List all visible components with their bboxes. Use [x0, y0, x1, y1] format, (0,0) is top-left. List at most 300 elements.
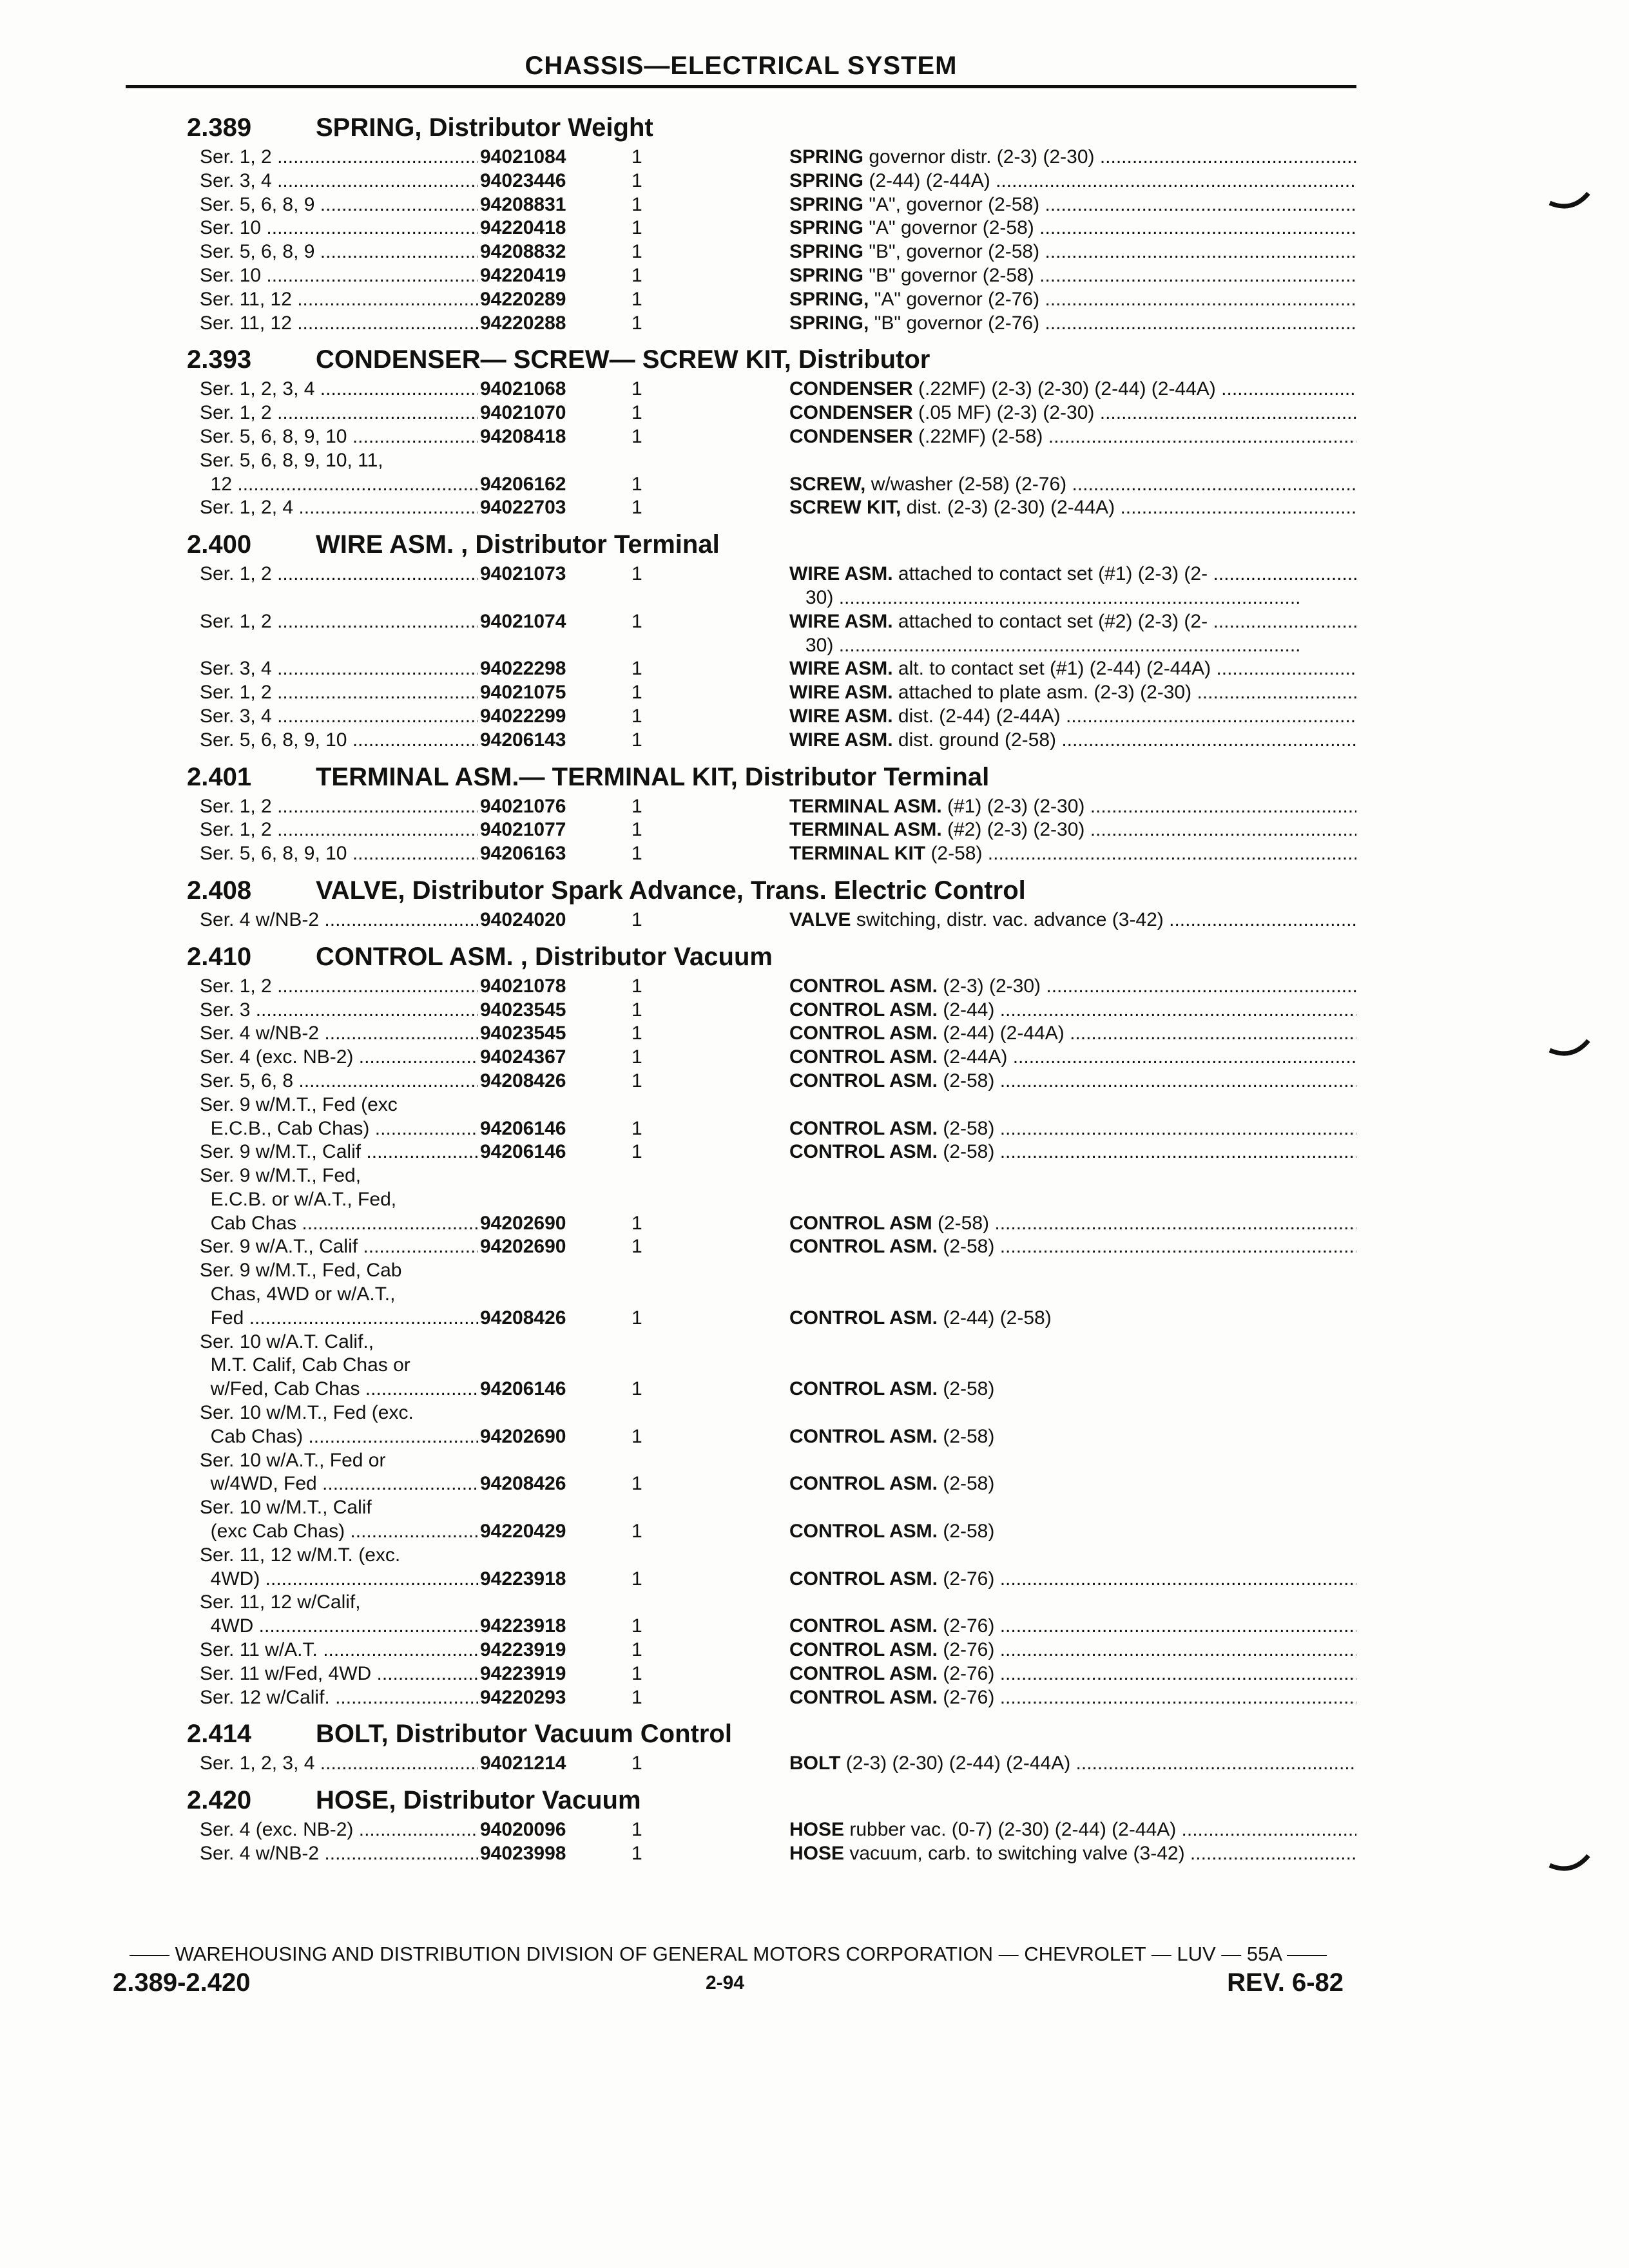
quantity-cell: 1	[631, 1141, 642, 1163]
part-number-cell: 94208832	[480, 241, 566, 263]
table-row	[187, 1425, 1360, 1449]
part-number-cell: 94208426	[480, 1070, 566, 1091]
table-row	[187, 1378, 1360, 1401]
description-text: (2-44A)	[938, 1046, 1008, 1068]
description-cell	[789, 1378, 1356, 1401]
serial-cell: Ser. 1, 2 .....	[200, 610, 478, 634]
table-row	[187, 842, 1360, 866]
description-text: (2-58)	[938, 1473, 995, 1495]
serial-cell: Ser. 1, 2 .....	[200, 562, 478, 586]
description-keyword: BOLT	[789, 1753, 841, 1774]
serial-cell: Ser. 10 w/M.T., Fed (exc.	[200, 1402, 414, 1424]
description-text: attached to contact set (#2) (2-3) (2-	[892, 610, 1208, 632]
table-row	[187, 1093, 1360, 1117]
description-cell	[789, 1752, 1356, 1776]
part-number-cell: 94021075	[480, 682, 566, 704]
serial-cell: Fed .....	[200, 1307, 478, 1331]
table-row	[187, 1046, 1360, 1070]
section-title: TERMINAL ASM.— TERMINAL KIT, Distributor Terminal	[316, 762, 990, 791]
section-number: 2.393	[187, 345, 252, 374]
part-number-cell: 94223918	[480, 1568, 566, 1590]
part-number-cell: 94208831	[480, 193, 566, 215]
description-keyword: WIRE ASM.	[789, 705, 893, 727]
description-cell	[789, 1520, 1356, 1544]
part-number-cell: 94023446	[480, 169, 566, 191]
section-number: 2.389	[187, 113, 252, 142]
description-keyword: VALVE	[789, 908, 851, 930]
description-keyword: CONDENSER	[789, 378, 913, 400]
table-row	[187, 401, 1360, 425]
description-text: (2-58)	[938, 1378, 995, 1400]
serial-cell: Ser. 4 (exc. NB-2) .....	[200, 1046, 478, 1070]
description-keyword: CONTROL ASM.	[789, 1615, 938, 1637]
section-number: 2.414	[187, 1720, 252, 1749]
part-number-cell: 94223919	[480, 1662, 566, 1684]
part-number-cell: 94223919	[480, 1639, 566, 1661]
serial-cell: E.C.B. or w/A.T., Fed,	[200, 1188, 397, 1210]
serial-cell: Ser. 10 .....	[200, 216, 478, 240]
description-keyword: CONTROL ASM.	[789, 1046, 938, 1068]
description-text: (2-58)	[938, 1117, 995, 1139]
footer-section-range: 2.389-2.420	[113, 1968, 251, 1997]
binder-mark	[1547, 184, 1592, 216]
part-number-cell: 94223918	[480, 1615, 566, 1637]
serial-cell: 4WD) .....	[200, 1568, 478, 1591]
serial-cell: Ser. 11, 12 .....	[200, 312, 478, 336]
quantity-cell: 1	[631, 610, 642, 632]
description-keyword: WIRE ASM.	[789, 658, 893, 680]
description-text: (2-76)	[938, 1639, 995, 1661]
serial-cell: w/Fed, Cab Chas .....	[200, 1378, 478, 1401]
table-row	[187, 1283, 1360, 1307]
table-row	[187, 1818, 1360, 1842]
serial-cell: Ser. 5, 6, 8, 9 .....	[200, 193, 478, 217]
description-text: "B", governor (2-58)	[863, 241, 1040, 263]
table-row	[187, 1686, 1360, 1710]
table-row	[187, 1307, 1360, 1331]
table-row	[187, 1235, 1360, 1259]
quantity-cell: 1	[631, 378, 642, 400]
part-number-cell: 94021077	[480, 819, 566, 841]
serial-cell: Ser. 5, 6, 8, 9, 10 .....	[200, 842, 478, 866]
part-number-cell: 94220419	[480, 264, 566, 286]
table-row	[187, 146, 1360, 169]
description-cell	[805, 634, 1373, 658]
serial-cell: Ser. 4 w/NB-2 .....	[200, 1022, 478, 1046]
part-number-cell: 94021073	[480, 563, 566, 585]
description-text: dist. (2-3) (2-30) (2-44A)	[901, 497, 1115, 519]
table-row	[187, 1472, 1360, 1496]
description-cell	[789, 1140, 1356, 1164]
serial-cell: M.T. Calif, Cab Chas or	[200, 1354, 410, 1376]
table-row	[187, 216, 1360, 240]
quantity-cell: 1	[631, 1473, 642, 1495]
description-cell	[789, 1615, 1356, 1639]
description-keyword: SPRING,	[789, 288, 869, 310]
table-row	[187, 1615, 1360, 1639]
part-number-cell: 94023545	[480, 1023, 566, 1044]
table-row	[187, 657, 1360, 681]
table-row	[187, 193, 1360, 217]
quantity-cell: 1	[631, 908, 642, 930]
serial-cell: Chas, 4WD or w/A.T.,	[200, 1283, 396, 1305]
section-heading	[187, 1782, 1360, 1818]
part-number-cell: 94220429	[480, 1521, 566, 1542]
description-keyword: CONTROL ASM.	[789, 975, 938, 997]
serial-cell: Ser. 9 w/M.T., Fed, Cab	[200, 1260, 402, 1282]
description-cell	[789, 1686, 1356, 1710]
description-cell	[789, 1425, 1356, 1449]
description-text: (2-44) (2-44A)	[938, 1023, 1065, 1044]
quantity-cell: 1	[631, 1615, 642, 1637]
serial-cell: Ser. 1, 2 .....	[200, 818, 478, 842]
serial-cell: Ser. 9 w/M.T., Fed,	[200, 1165, 361, 1187]
description-text: (2-76)	[938, 1686, 995, 1708]
table-row	[187, 1496, 1360, 1520]
description-cell	[789, 1212, 1356, 1236]
description-text: (2-44)	[938, 999, 995, 1021]
description-cell	[789, 288, 1356, 312]
description-text: (.22MF) (2-58)	[912, 425, 1043, 447]
part-number-cell: 94021076	[480, 795, 566, 817]
part-number-cell: 94206146	[480, 1141, 566, 1163]
part-number-cell: 94208426	[480, 1307, 566, 1329]
table-row	[187, 1140, 1360, 1164]
part-number-cell: 94220418	[480, 217, 566, 239]
table-row	[187, 378, 1360, 401]
part-number-cell: 94023545	[480, 999, 566, 1021]
description-text: (2-3) (2-30)	[938, 975, 1041, 997]
serial-cell: Ser. 5, 6, 8, 9, 10, 11,	[200, 449, 383, 471]
description-cell	[789, 378, 1356, 401]
quantity-cell: 1	[631, 402, 642, 424]
description-text: (2-58)	[938, 1236, 995, 1258]
part-number-cell: 94206143	[480, 729, 566, 751]
description-cell	[789, 842, 1356, 866]
description-cell	[789, 1662, 1356, 1686]
part-number-cell: 94202690	[480, 1212, 566, 1234]
table-row	[187, 634, 1360, 658]
table-row	[187, 312, 1360, 336]
table-row	[187, 1449, 1360, 1473]
quantity-cell: 1	[631, 563, 642, 585]
description-cell	[789, 681, 1356, 705]
quantity-cell: 1	[631, 999, 642, 1021]
description-keyword: SPRING	[789, 241, 864, 263]
section-heading	[187, 110, 1360, 146]
quantity-cell: 1	[631, 1639, 642, 1661]
description-keyword: SPRING	[789, 169, 864, 191]
description-keyword: WIRE ASM.	[789, 682, 893, 704]
serial-cell: Ser. 9 w/M.T., Calif .....	[200, 1140, 478, 1164]
part-number-cell: 94021084	[480, 146, 566, 168]
description-keyword: SPRING	[789, 193, 864, 215]
part-number-cell: 94220288	[480, 312, 566, 334]
part-number-cell: 94022703	[480, 497, 566, 519]
description-cell	[789, 169, 1356, 193]
part-number-cell: 94208426	[480, 1473, 566, 1495]
serial-cell: Ser. 4 (exc. NB-2) .....	[200, 1818, 478, 1842]
description-keyword: SPRING	[789, 264, 864, 286]
description-keyword: CONTROL ASM.	[789, 1473, 938, 1495]
serial-cell: Ser. 11, 12 w/Calif,	[200, 1591, 361, 1613]
quantity-cell: 1	[631, 1521, 642, 1542]
description-cell	[789, 401, 1356, 425]
description-keyword: CONTROL ASM.	[789, 1686, 938, 1708]
description-cell	[789, 473, 1356, 497]
serial-cell: Cab Chas) .....	[200, 1425, 478, 1449]
table-row	[187, 1752, 1360, 1776]
description-keyword: SCREW,	[789, 473, 866, 495]
quantity-cell: 1	[631, 682, 642, 704]
description-keyword: CONTROL ASM.	[789, 1568, 938, 1590]
serial-cell: Ser. 1, 2 .....	[200, 975, 478, 999]
binder-mark	[1547, 1031, 1592, 1063]
description-text: (2-58)	[938, 1521, 995, 1542]
section-number: 2.401	[187, 762, 252, 791]
section-title: HOSE, Distributor Vacuum	[316, 1786, 641, 1815]
table-row	[187, 169, 1360, 193]
quantity-cell: 1	[631, 658, 642, 680]
description-text: dist. (2-44) (2-44A)	[892, 705, 1061, 727]
description-cell	[789, 657, 1356, 681]
section-heading	[187, 939, 1360, 975]
description-cell	[789, 496, 1356, 520]
quantity-cell: 1	[631, 705, 642, 727]
description-text: "A" governor (2-58)	[863, 217, 1034, 239]
section-number: 2.400	[187, 530, 252, 559]
description-cell	[789, 1568, 1356, 1591]
part-number-cell: 94202690	[480, 1236, 566, 1258]
serial-cell: Ser. 5, 6, 8, 9, 10 .....	[200, 425, 478, 449]
table-row	[187, 1520, 1360, 1544]
description-keyword: WIRE ASM.	[789, 563, 893, 585]
description-cell	[789, 729, 1356, 753]
serial-cell: Ser. 11 w/A.T. .....	[200, 1639, 478, 1662]
description-keyword: CONTROL ASM.	[789, 1070, 938, 1091]
table-row	[187, 1022, 1360, 1046]
serial-cell: Ser. 5, 6, 8 .....	[200, 1070, 478, 1093]
description-text: (.05 MF) (2-3) (2-30)	[912, 402, 1095, 424]
section-heading	[187, 759, 1360, 795]
section-title: BOLT, Distributor Vacuum Control	[316, 1720, 732, 1749]
table-row	[187, 1212, 1360, 1236]
description-text: (#2) (2-3) (2-30)	[941, 819, 1085, 841]
serial-cell: w/4WD, Fed .....	[200, 1472, 478, 1496]
table-row	[187, 681, 1360, 705]
parts-list	[187, 103, 1360, 1866]
table-row	[187, 795, 1360, 819]
description-text: attached to contact set (#1) (2-3) (2-	[892, 563, 1208, 585]
section-number: 2.420	[187, 1786, 252, 1815]
quantity-cell: 1	[631, 288, 642, 310]
section-title: CONTROL ASM. , Distributor Vacuum	[316, 942, 773, 971]
table-row	[187, 496, 1360, 520]
description-text: (2-3) (2-30) (2-44) (2-44A)	[840, 1753, 1071, 1774]
binder-mark	[1547, 1846, 1592, 1878]
part-number-cell: 94021068	[480, 378, 566, 400]
serial-cell: Ser. 9 w/A.T., Calif .....	[200, 1235, 478, 1259]
description-cell	[789, 705, 1356, 729]
description-cell	[789, 562, 1356, 586]
description-cell	[789, 1070, 1356, 1093]
description-text: (2-76)	[938, 1568, 995, 1590]
description-cell	[789, 1639, 1356, 1662]
description-text: "B" governor (2-76)	[869, 312, 1040, 334]
quantity-cell: 1	[631, 1212, 642, 1234]
description-cell	[805, 586, 1373, 610]
description-text: (2-58)	[925, 843, 983, 865]
description-text: 30)	[805, 586, 834, 608]
table-row	[187, 818, 1360, 842]
part-number-cell: 94024367	[480, 1046, 566, 1068]
table-row	[187, 1188, 1360, 1212]
description-cell	[789, 1235, 1356, 1259]
serial-cell: Ser. 1, 2 .....	[200, 146, 478, 169]
table-row	[187, 975, 1360, 999]
serial-cell: Ser. 4 w/NB-2 .....	[200, 908, 478, 932]
section-heading	[187, 526, 1360, 562]
description-keyword: SPRING,	[789, 312, 869, 334]
section-heading	[187, 1716, 1360, 1752]
description-cell	[789, 999, 1356, 1023]
serial-cell: Ser. 1, 2 .....	[200, 681, 478, 705]
quantity-cell: 1	[631, 473, 642, 495]
description-text: switching, distr. vac. advance (3-42)	[851, 908, 1164, 930]
serial-cell: Ser. 3, 4 .....	[200, 705, 478, 729]
description-keyword: HOSE	[789, 1843, 845, 1865]
table-row	[187, 1117, 1360, 1141]
serial-cell: E.C.B., Cab Chas) .....	[200, 1117, 478, 1141]
description-keyword: CONTROL ASM.	[789, 1307, 938, 1329]
part-number-cell: 94022298	[480, 658, 566, 680]
table-row	[187, 1164, 1360, 1188]
footer-page-number: 2-94	[706, 1972, 745, 1994]
quantity-cell: 1	[631, 843, 642, 865]
table-row	[187, 1259, 1360, 1283]
serial-cell: 12 .....	[200, 473, 478, 497]
quantity-cell: 1	[631, 1378, 642, 1400]
description-cell	[789, 908, 1356, 932]
part-number-cell: 94220289	[480, 288, 566, 310]
quantity-cell: 1	[631, 497, 642, 519]
part-number-cell: 94024020	[480, 908, 566, 930]
part-number-cell: 94206162	[480, 473, 566, 495]
description-text: (2-58)	[932, 1212, 990, 1234]
part-number-cell: 94021078	[480, 975, 566, 997]
serial-cell: Ser. 11 w/Fed, 4WD .....	[200, 1662, 478, 1686]
section-title: VALVE, Distributor Spark Advance, Trans. Electric Control	[316, 876, 1026, 905]
part-number-cell: 94022299	[480, 705, 566, 727]
quantity-cell: 1	[631, 819, 642, 841]
table-row	[187, 425, 1360, 449]
description-text: (2-76)	[938, 1615, 995, 1637]
part-number-cell: 94206146	[480, 1378, 566, 1400]
description-keyword: SPRING	[789, 217, 864, 239]
serial-cell: Ser. 5, 6, 8, 9 .....	[200, 240, 478, 264]
serial-cell: Ser. 1, 2, 3, 4 .....	[200, 1752, 478, 1776]
description-cell	[789, 795, 1356, 819]
description-cell	[789, 1472, 1356, 1496]
table-row	[187, 473, 1360, 497]
table-row	[187, 1568, 1360, 1591]
part-number-cell: 94206163	[480, 843, 566, 865]
quantity-cell: 1	[631, 795, 642, 817]
table-row	[187, 1401, 1360, 1425]
quantity-cell: 1	[631, 312, 642, 334]
table-row	[187, 240, 1360, 264]
serial-cell: Ser. 1, 2, 3, 4 .....	[200, 378, 478, 401]
section-title: WIRE ASM. , Distributor Terminal	[316, 530, 720, 559]
table-row	[187, 449, 1360, 473]
serial-cell: 4WD .....	[200, 1615, 478, 1639]
description-keyword: CONTROL ASM.	[789, 1141, 938, 1163]
quantity-cell: 1	[631, 1117, 642, 1139]
description-cell	[789, 1117, 1356, 1141]
quantity-cell: 1	[631, 1023, 642, 1044]
description-cell	[789, 1046, 1356, 1070]
description-cell	[789, 264, 1356, 288]
quantity-cell: 1	[631, 975, 642, 997]
serial-cell: Ser. 1, 2 .....	[200, 401, 478, 425]
description-cell	[789, 610, 1356, 634]
description-keyword: CONTROL ASM.	[789, 1236, 938, 1258]
part-number-cell: 94208418	[480, 425, 566, 447]
description-keyword: TERMINAL KIT	[789, 843, 926, 865]
description-keyword: CONDENSER	[789, 425, 913, 447]
description-text: (.22MF) (2-3) (2-30) (2-44) (2-44A)	[912, 378, 1216, 400]
serial-cell: Ser. 3, 4 .....	[200, 657, 478, 681]
quantity-cell: 1	[631, 193, 642, 215]
serial-cell: (exc Cab Chas) .....	[200, 1520, 478, 1544]
part-number-cell: 94023998	[480, 1843, 566, 1865]
description-cell	[789, 193, 1356, 217]
description-keyword: SPRING	[789, 146, 864, 168]
serial-cell: Ser. 10 w/A.T. Calif.,	[200, 1331, 374, 1352]
section-number: 2.408	[187, 876, 252, 905]
description-cell	[789, 425, 1356, 449]
quantity-cell: 1	[631, 1843, 642, 1865]
part-number-cell: 94021214	[480, 1753, 566, 1774]
quantity-cell: 1	[631, 1425, 642, 1447]
table-row	[187, 1070, 1360, 1093]
serial-cell: Ser. 3, 4 .....	[200, 169, 478, 193]
description-text: "B" governor (2-58)	[863, 264, 1034, 286]
quantity-cell: 1	[631, 241, 642, 263]
description-text: (2-58)	[938, 1425, 995, 1447]
description-text: (2-44) (2-58)	[938, 1307, 1052, 1329]
quantity-cell: 1	[631, 1046, 642, 1068]
description-keyword: CONDENSER	[789, 402, 913, 424]
table-row	[187, 1331, 1360, 1354]
part-number-cell: 94021074	[480, 610, 566, 632]
serial-cell: Ser. 4 w/NB-2 .....	[200, 1842, 478, 1866]
table-row	[187, 264, 1360, 288]
quantity-cell: 1	[631, 1236, 642, 1258]
serial-cell: Ser. 9 w/M.T., Fed (exc	[200, 1093, 398, 1115]
description-keyword: CONTROL ASM.	[789, 1639, 938, 1661]
table-row	[187, 705, 1360, 729]
description-keyword: TERMINAL ASM.	[789, 795, 942, 817]
description-keyword: SCREW KIT,	[789, 497, 901, 519]
quantity-cell: 1	[631, 1753, 642, 1774]
table-row	[187, 1354, 1360, 1378]
part-number-cell: 94206146	[480, 1117, 566, 1139]
quantity-cell: 1	[631, 729, 642, 751]
section-title: CONDENSER— SCREW— SCREW KIT, Distributor	[316, 345, 930, 374]
description-keyword: CONTROL ASM	[789, 1212, 932, 1234]
serial-cell: Cab Chas .....	[200, 1212, 478, 1236]
